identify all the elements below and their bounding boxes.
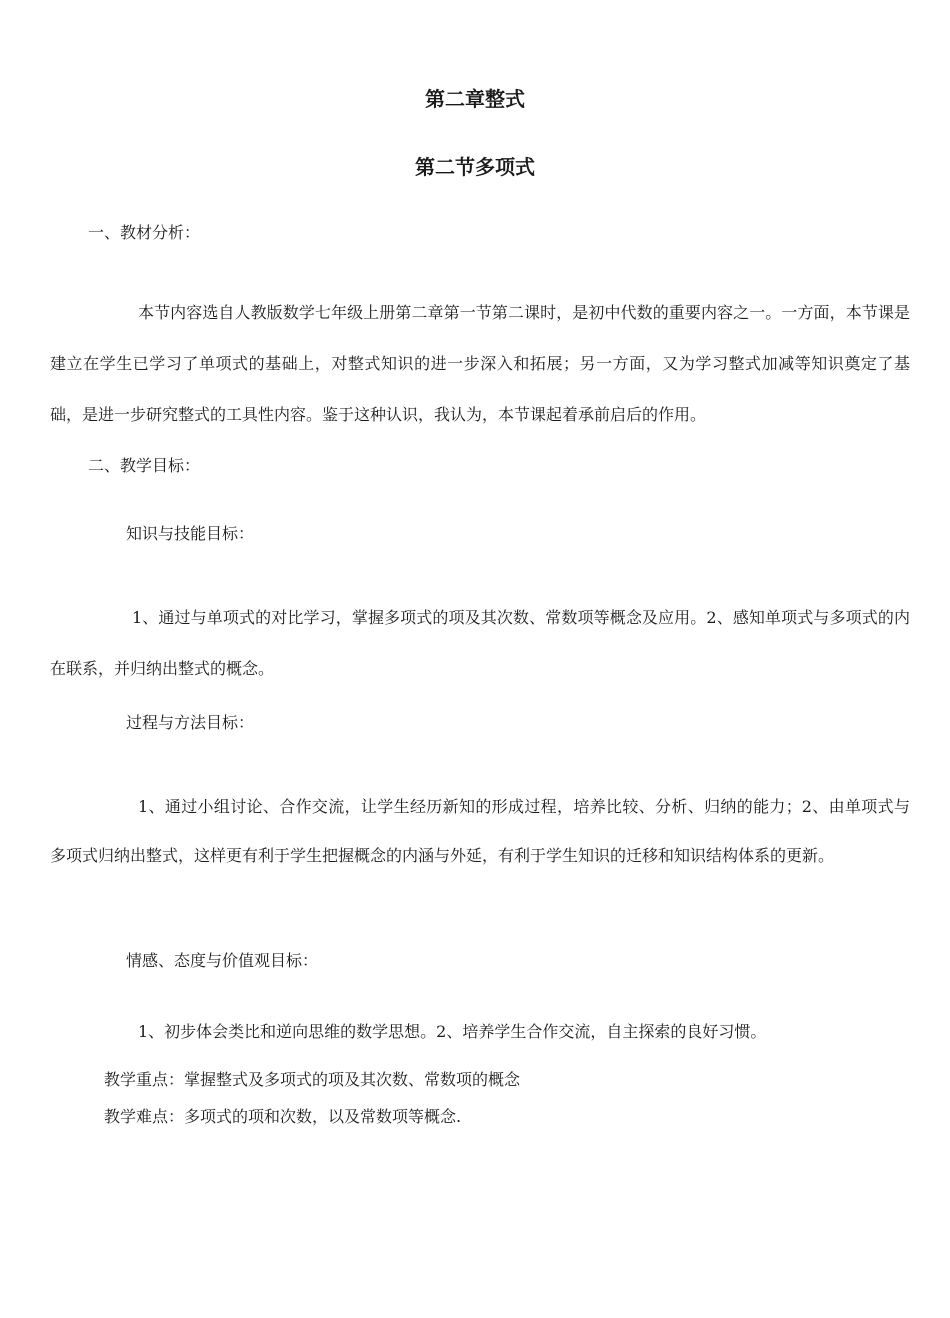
teaching-difficult-point: 教学难点：多项式的项和次数，以及常数项等概念. bbox=[104, 1107, 462, 1126]
chapter-title: 第二章整式 bbox=[425, 87, 525, 111]
textbook-analysis-paragraph: 本节内容选自人教版数学七年级上册第二章第一节第二课时，是初中代数的重要内容之一。一方面，本节课是建立在学生已学习了单项式的基础上，对整式知识的进一步深入和拓展；另一方面，又为学习整式加减等知识奠定了基础，是进一步研究整式的工具性内容。鉴于这种认识，我认为，本节课起着承前启后的作用。 bbox=[50, 303, 910, 424]
teaching-key-point: 教学重点：掌握整式及多项式的项及其次数、常数项的概念 bbox=[104, 1070, 521, 1089]
goal-heading-emotion-values: 情感、态度与价值观目标： bbox=[126, 951, 319, 970]
emotion-values-paragraph: 1、初步体会类比和逆向思维的数学思想。2、培养学生合作交流，自主探索的良好习惯。 bbox=[138, 1022, 767, 1041]
goal-heading-knowledge-skills: 知识与技能目标： bbox=[126, 524, 255, 543]
section-heading-teaching-goals: 二、教学目标： bbox=[88, 456, 201, 475]
knowledge-skills-paragraph: 1、通过与单项式的对比学习，掌握多项式的项及其次数、常数项等概念及应用。2、感知单项式与多项式的内在联系，并归纳出整式的概念。 bbox=[50, 608, 910, 678]
section-heading-textbook-analysis: 一、教材分析： bbox=[88, 223, 201, 242]
section-title: 第二节多项式 bbox=[415, 155, 535, 179]
process-method-paragraph: 1、通过小组讨论、合作交流，让学生经历新知的形成过程，培养比较、分析、归纳的能力；2、由单项式与多项式归纳出整式，这样更有利于学生把握概念的内涵与外延，有利于学生知识的迁移和知识结构体系的更新。 bbox=[50, 797, 910, 865]
goal-heading-process-method: 过程与方法目标： bbox=[126, 713, 255, 732]
